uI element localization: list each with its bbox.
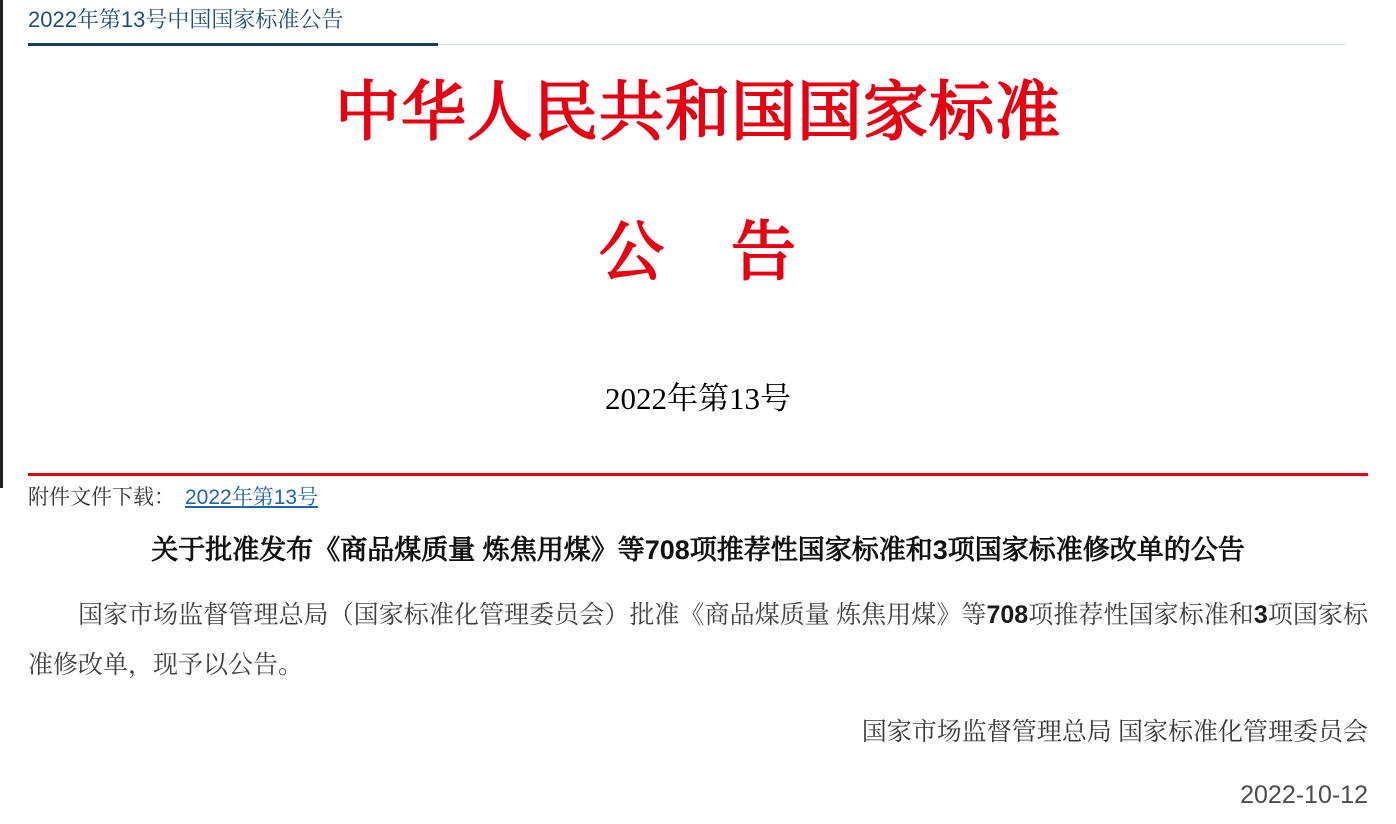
header-divider-accent: [28, 43, 438, 46]
document-title: 中华人民共和国国家标准: [334, 77, 1061, 149]
page-title: 2022年第13号中国国家标准公告: [28, 7, 344, 32]
attachment-label: 附件文件下载：: [28, 486, 175, 509]
red-divider: [28, 473, 1368, 476]
attachment-row: [28, 482, 1368, 514]
announcement-date: 2022-10-12: [1240, 781, 1368, 809]
left-edge-divider: [0, 0, 3, 488]
announcement-body: 国家市场监督管理总局（国家标准化管理委员会）批准《商品煤质量 炼焦用煤》等708项推荐性国家标准和3项国家标准修改单，现予以公告。: [28, 601, 1368, 679]
issuer-signature: 国家市场监督管理总局 国家标准化管理委员会: [861, 719, 1368, 746]
document-number: 2022年第13号: [605, 381, 791, 416]
announcement-document: [0, 73, 1396, 813]
attachment-download-link[interactable]: 2022年第13号: [185, 486, 319, 509]
document-subtitle: 公 告: [598, 217, 797, 289]
page-header: [0, 0, 1396, 45]
announcement-heading: 关于批准发布《商品煤质量 炼焦用煤》等708项推荐性国家标准和3项国家标准修改单的公告: [151, 535, 1245, 565]
header-divider: [28, 44, 1345, 45]
